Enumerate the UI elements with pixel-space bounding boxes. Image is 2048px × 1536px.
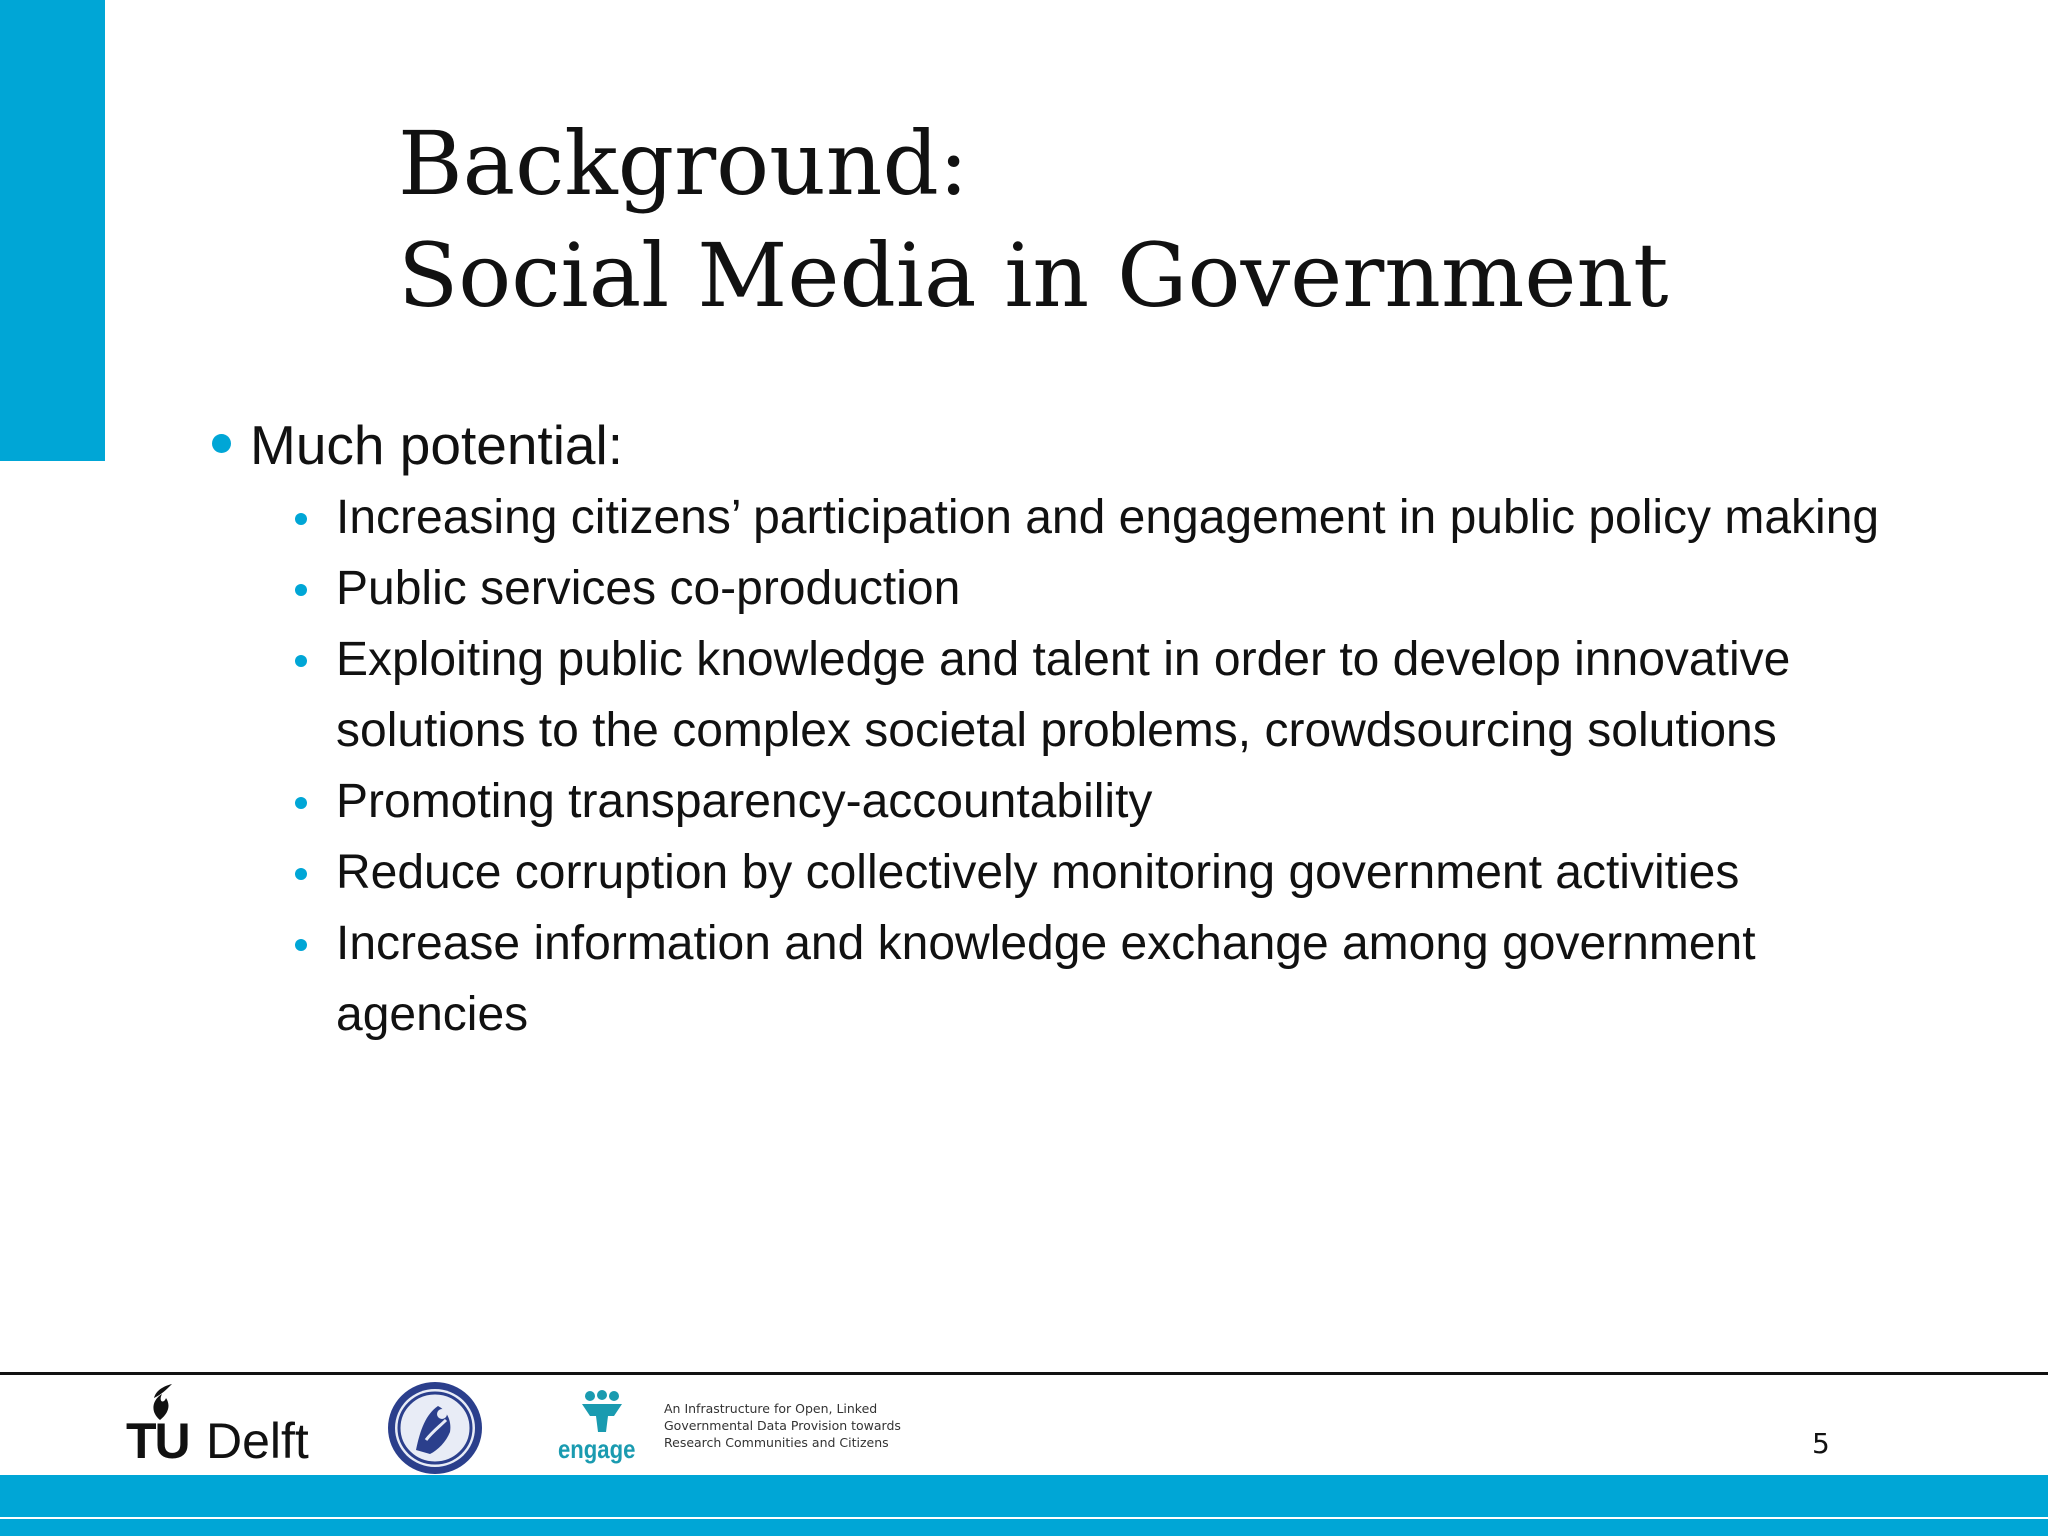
bullet-dot-icon — [295, 513, 307, 525]
title-line-1: Background: — [398, 112, 969, 215]
main-bullet: Much potential: — [250, 414, 623, 476]
people-icon — [580, 1390, 624, 1434]
list-item — [336, 908, 1896, 1050]
slide-title — [398, 108, 1669, 332]
tudelft-logo-delft: Delft — [206, 1413, 309, 1469]
university-seal-icon — [386, 1380, 484, 1476]
accent-bar — [0, 0, 105, 461]
sub-bullet-text: Public services co-production — [336, 562, 961, 615]
university-seal-graphic — [386, 1380, 484, 1476]
list-item — [336, 766, 1896, 837]
list-item — [336, 482, 1896, 553]
footer-band-stripe — [0, 1517, 2048, 1519]
engage-tagline-line-1: An Infrastructure for Open, Linked — [664, 1401, 878, 1416]
list-item — [336, 624, 1896, 766]
bullet-dot-icon — [295, 797, 307, 809]
engage-logo — [556, 1388, 956, 1468]
engage-tagline-line-3: Research Communities and Citizens — [664, 1435, 889, 1450]
page-number: 5 — [1812, 1427, 1830, 1460]
bullet-dot-icon — [295, 584, 307, 596]
sub-bullet-text: Increase information and knowledge exchange among government agencies — [336, 917, 1756, 1041]
footer-divider — [0, 1372, 2048, 1375]
sub-bullet-list — [336, 482, 1896, 1050]
sub-bullet-text: Promoting transparency-accountability — [336, 775, 1153, 828]
sub-bullet-text: Exploiting public knowledge and talent in order to develop innovative solutions to the complex societal problems, crowdsourcing solutions — [336, 633, 1791, 757]
list-item — [336, 837, 1896, 908]
engage-tagline-line-2: Governmental Data Provision towards — [664, 1418, 901, 1433]
tudelft-logo-tu: TU — [126, 1413, 189, 1469]
bullet-dot-icon — [295, 655, 307, 667]
bullet-dot-icon — [295, 868, 307, 880]
sub-bullet-text: Reduce corruption by collectively monitoring government activities — [336, 846, 1740, 899]
bullet-dot-icon — [295, 939, 307, 951]
title-line-2: Social Media in Government — [398, 224, 1669, 327]
list-item — [336, 553, 1896, 624]
footer-band — [0, 1475, 2048, 1536]
bullet-dot-icon — [212, 434, 231, 453]
engage-tagline — [664, 1400, 901, 1451]
tudelft-logo — [126, 1380, 331, 1469]
sub-bullet-text: Increasing citizens’ participation and engagement in public policy making — [336, 491, 1880, 544]
engage-logo-word: engage — [558, 1434, 636, 1464]
